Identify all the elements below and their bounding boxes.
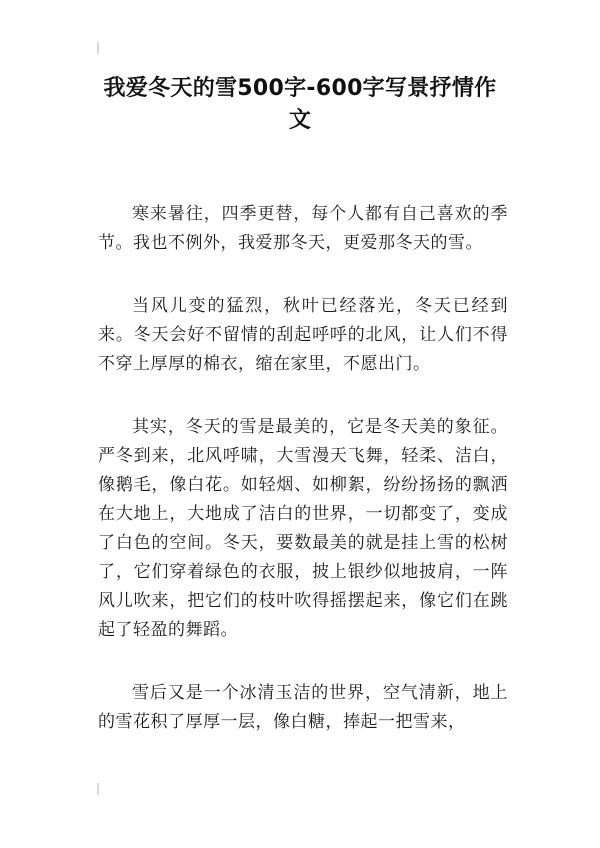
paragraph: 当风儿变的猛烈，秋叶已经落光，冬天已经到来。冬天会好不留情的刮起呼呼的北风，让人们不得不穿上厚厚的棉衣，缩在家里，不愿出门。 [98, 296, 508, 374]
document-body [98, 200, 508, 771]
page-corner-mark [97, 783, 99, 795]
paragraph: 其实，冬天的雪是最美的，它是冬天美的象征。严冬到来，北风呼啸，大雪漫天飞舞，轻柔、洁白，像鹅毛，像白花。如轻烟、如柳絮，纷纷扬扬的飘洒在大地上，大地成了洁白的世界，一切都变了，变成了白色的空间。冬天，要数最美的就是挂上雪的松树了，它们穿着绿色的衣服，披上银纱似地披肩，一阵风儿吹来，把它们的枝叶吹得摇摆起来，像它们在跳起了轻盈的舞蹈。 [98, 417, 508, 640]
paragraph: 寒来暑往，四季更替，每个人都有自己喜欢的季节。我也不例外，我爱那冬天，更爱那冬天的雪。 [98, 204, 508, 253]
page-corner-mark [97, 42, 99, 54]
document-title: 我爱冬天的雪500字-600字写景抒情作文 [103, 76, 497, 133]
paragraph: 雪后又是一个冰清玉洁的世界，空气清新，地上的雪花积了厚厚一层，像白糖，捧起一把雪来， [98, 683, 508, 732]
